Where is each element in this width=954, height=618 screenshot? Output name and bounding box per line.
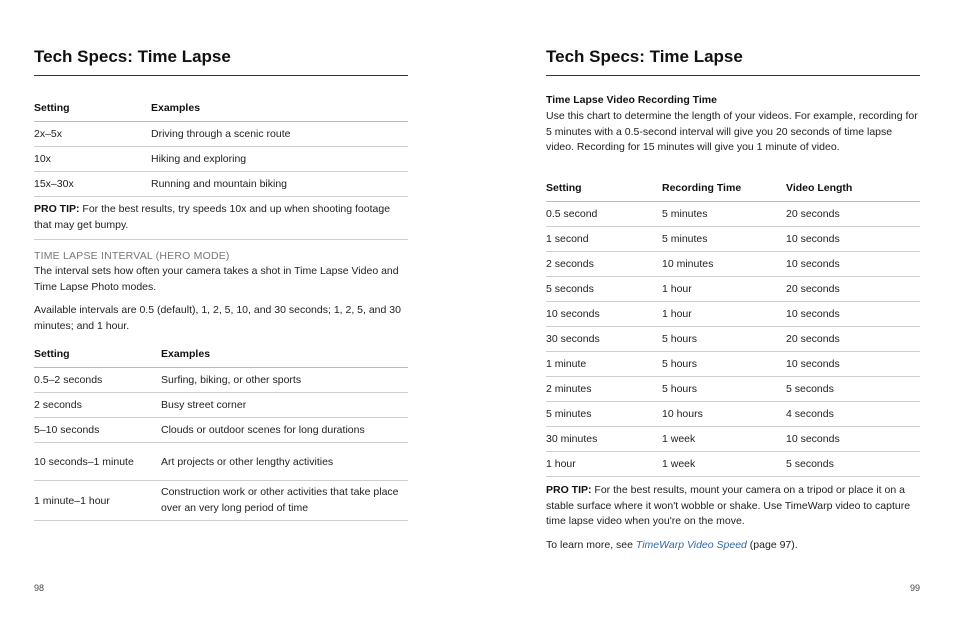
column-header-examples: Examples [151, 101, 408, 122]
pro-tip-label: PRO TIP: [34, 203, 80, 215]
table-cell: 5–10 seconds [34, 418, 161, 443]
page-title: Tech Specs: Time Lapse [34, 47, 408, 76]
learn-more-suffix: (page 97). [746, 539, 798, 551]
table-cell: 5 hours [662, 327, 786, 352]
table-cell: 5 seconds [786, 452, 920, 477]
interval-table-wrapper [34, 347, 408, 521]
table-cell: 30 seconds [546, 327, 662, 352]
table-row [34, 393, 408, 418]
table-cell: Running and mountain biking [151, 172, 408, 197]
table-row [546, 227, 920, 252]
page-number: 99 [909, 583, 920, 593]
table-cell: 10 hours [662, 402, 786, 427]
table-row [546, 427, 920, 452]
pro-tip [546, 483, 920, 530]
recording-table [546, 181, 920, 477]
table-cell: 10x [34, 147, 151, 172]
table-cell: Construction work or other activities that take place over an very long period of time [161, 481, 408, 521]
pro-tip-label: PRO TIP: [546, 484, 592, 496]
table-cell: 5 seconds [786, 377, 920, 402]
interval-table [34, 347, 408, 521]
pro-tip [34, 202, 408, 240]
table-cell: 10 seconds–1 minute [34, 443, 161, 481]
table-row [34, 443, 408, 481]
interval-description: The interval sets how often your camera takes a shot in Time Lapse Video and Time Lapse Photo modes. [34, 265, 399, 293]
table-cell: 2 seconds [34, 393, 161, 418]
table-cell: 5 seconds [546, 277, 662, 302]
table-row [34, 122, 408, 147]
table-row [34, 368, 408, 393]
table-cell: 10 seconds [786, 227, 920, 252]
table-row [546, 202, 920, 227]
column-header-video-length: Video Length [786, 181, 920, 202]
speed-table-wrapper [34, 101, 408, 197]
interval-heading: TIME LAPSE INTERVAL (HERO MODE) [34, 250, 230, 262]
left-page [34, 0, 408, 618]
table-cell: Art projects or other lengthy activities [161, 443, 408, 481]
table-cell: 10 seconds [546, 302, 662, 327]
table-cell: 10 minutes [662, 252, 786, 277]
learn-more [546, 538, 920, 554]
table-cell: 5 minutes [546, 402, 662, 427]
right-page [546, 0, 920, 618]
table-cell: 15x–30x [34, 172, 151, 197]
table-cell: 2 seconds [546, 252, 662, 277]
table-cell: Clouds or outdoor scenes for long durations [161, 418, 408, 443]
table-cell: 5 hours [662, 377, 786, 402]
table-row [34, 418, 408, 443]
table-cell: 1 second [546, 227, 662, 252]
recording-description: Use this chart to determine the length of your videos. For example, recording for 5 minutes with a 0.5-second interval will give you 20 seconds of time lapse video. Recording for 15 minutes will give you 1 minute of video. [546, 110, 918, 153]
table-cell: 20 seconds [786, 277, 920, 302]
table-header-row [546, 181, 920, 202]
page-title: Tech Specs: Time Lapse [546, 47, 920, 76]
table-row [546, 277, 920, 302]
table-row [34, 147, 408, 172]
table-cell: 1 hour [662, 302, 786, 327]
table-cell: Busy street corner [161, 393, 408, 418]
table-row [546, 452, 920, 477]
table-cell: 1 minute [546, 352, 662, 377]
table-cell: 10 seconds [786, 302, 920, 327]
column-header-setting: Setting [34, 347, 161, 368]
table-cell: 0.5 second [546, 202, 662, 227]
column-header-setting: Setting [546, 181, 662, 202]
column-header-setting: Setting [34, 101, 151, 122]
table-row [546, 402, 920, 427]
recording-table-wrapper [546, 181, 920, 477]
table-row [34, 481, 408, 521]
table-row [546, 327, 920, 352]
table-cell: 2 minutes [546, 377, 662, 402]
table-cell: 1 hour [546, 452, 662, 477]
table-cell: 10 seconds [786, 252, 920, 277]
table-row [546, 252, 920, 277]
table-cell: 1 minute–1 hour [34, 481, 161, 521]
table-cell: 10 seconds [786, 427, 920, 452]
table-cell: 1 week [662, 452, 786, 477]
table-header-row [34, 347, 408, 368]
table-cell: 1 hour [662, 277, 786, 302]
table-row [546, 377, 920, 402]
table-cell: 4 seconds [786, 402, 920, 427]
column-header-examples: Examples [161, 347, 408, 368]
table-cell: 20 seconds [786, 202, 920, 227]
pro-tip-text: For the best results, mount your camera on a tripod or place it on a stable surface where it won't wobble or shake. Use TimeWarp video to capture time lapse video when you're on the move. [546, 484, 911, 527]
table-cell: 0.5–2 seconds [34, 368, 161, 393]
table-cell: 20 seconds [786, 327, 920, 352]
table-cell: Surfing, biking, or other sports [161, 368, 408, 393]
table-row [546, 302, 920, 327]
table-cell: Hiking and exploring [151, 147, 408, 172]
recording-heading: Time Lapse Video Recording Time [546, 94, 717, 106]
table-cell: 10 seconds [786, 352, 920, 377]
table-cell: Driving through a scenic route [151, 122, 408, 147]
page-number: 98 [34, 583, 45, 593]
table-cell: 2x–5x [34, 122, 151, 147]
table-cell: 5 hours [662, 352, 786, 377]
pro-tip-text: For the best results, try speeds 10x and up when shooting footage that may get bumpy. [34, 203, 391, 231]
table-row [34, 172, 408, 197]
table-cell: 5 minutes [662, 202, 786, 227]
timewarp-video-speed-link[interactable]: TimeWarp Video Speed [635, 539, 747, 551]
learn-more-prefix: To learn more, see [546, 539, 636, 551]
table-row [546, 352, 920, 377]
table-header-row [34, 101, 408, 122]
interval-available: Available intervals are 0.5 (default), 1, 2, 5, 10, and 30 seconds; 1, 2, 5, and 30 minutes; and 1 hour. [34, 304, 401, 332]
speed-table [34, 101, 408, 197]
table-cell: 30 minutes [546, 427, 662, 452]
table-cell: 5 minutes [662, 227, 786, 252]
table-cell: 1 week [662, 427, 786, 452]
column-header-recording-time: Recording Time [662, 181, 786, 202]
